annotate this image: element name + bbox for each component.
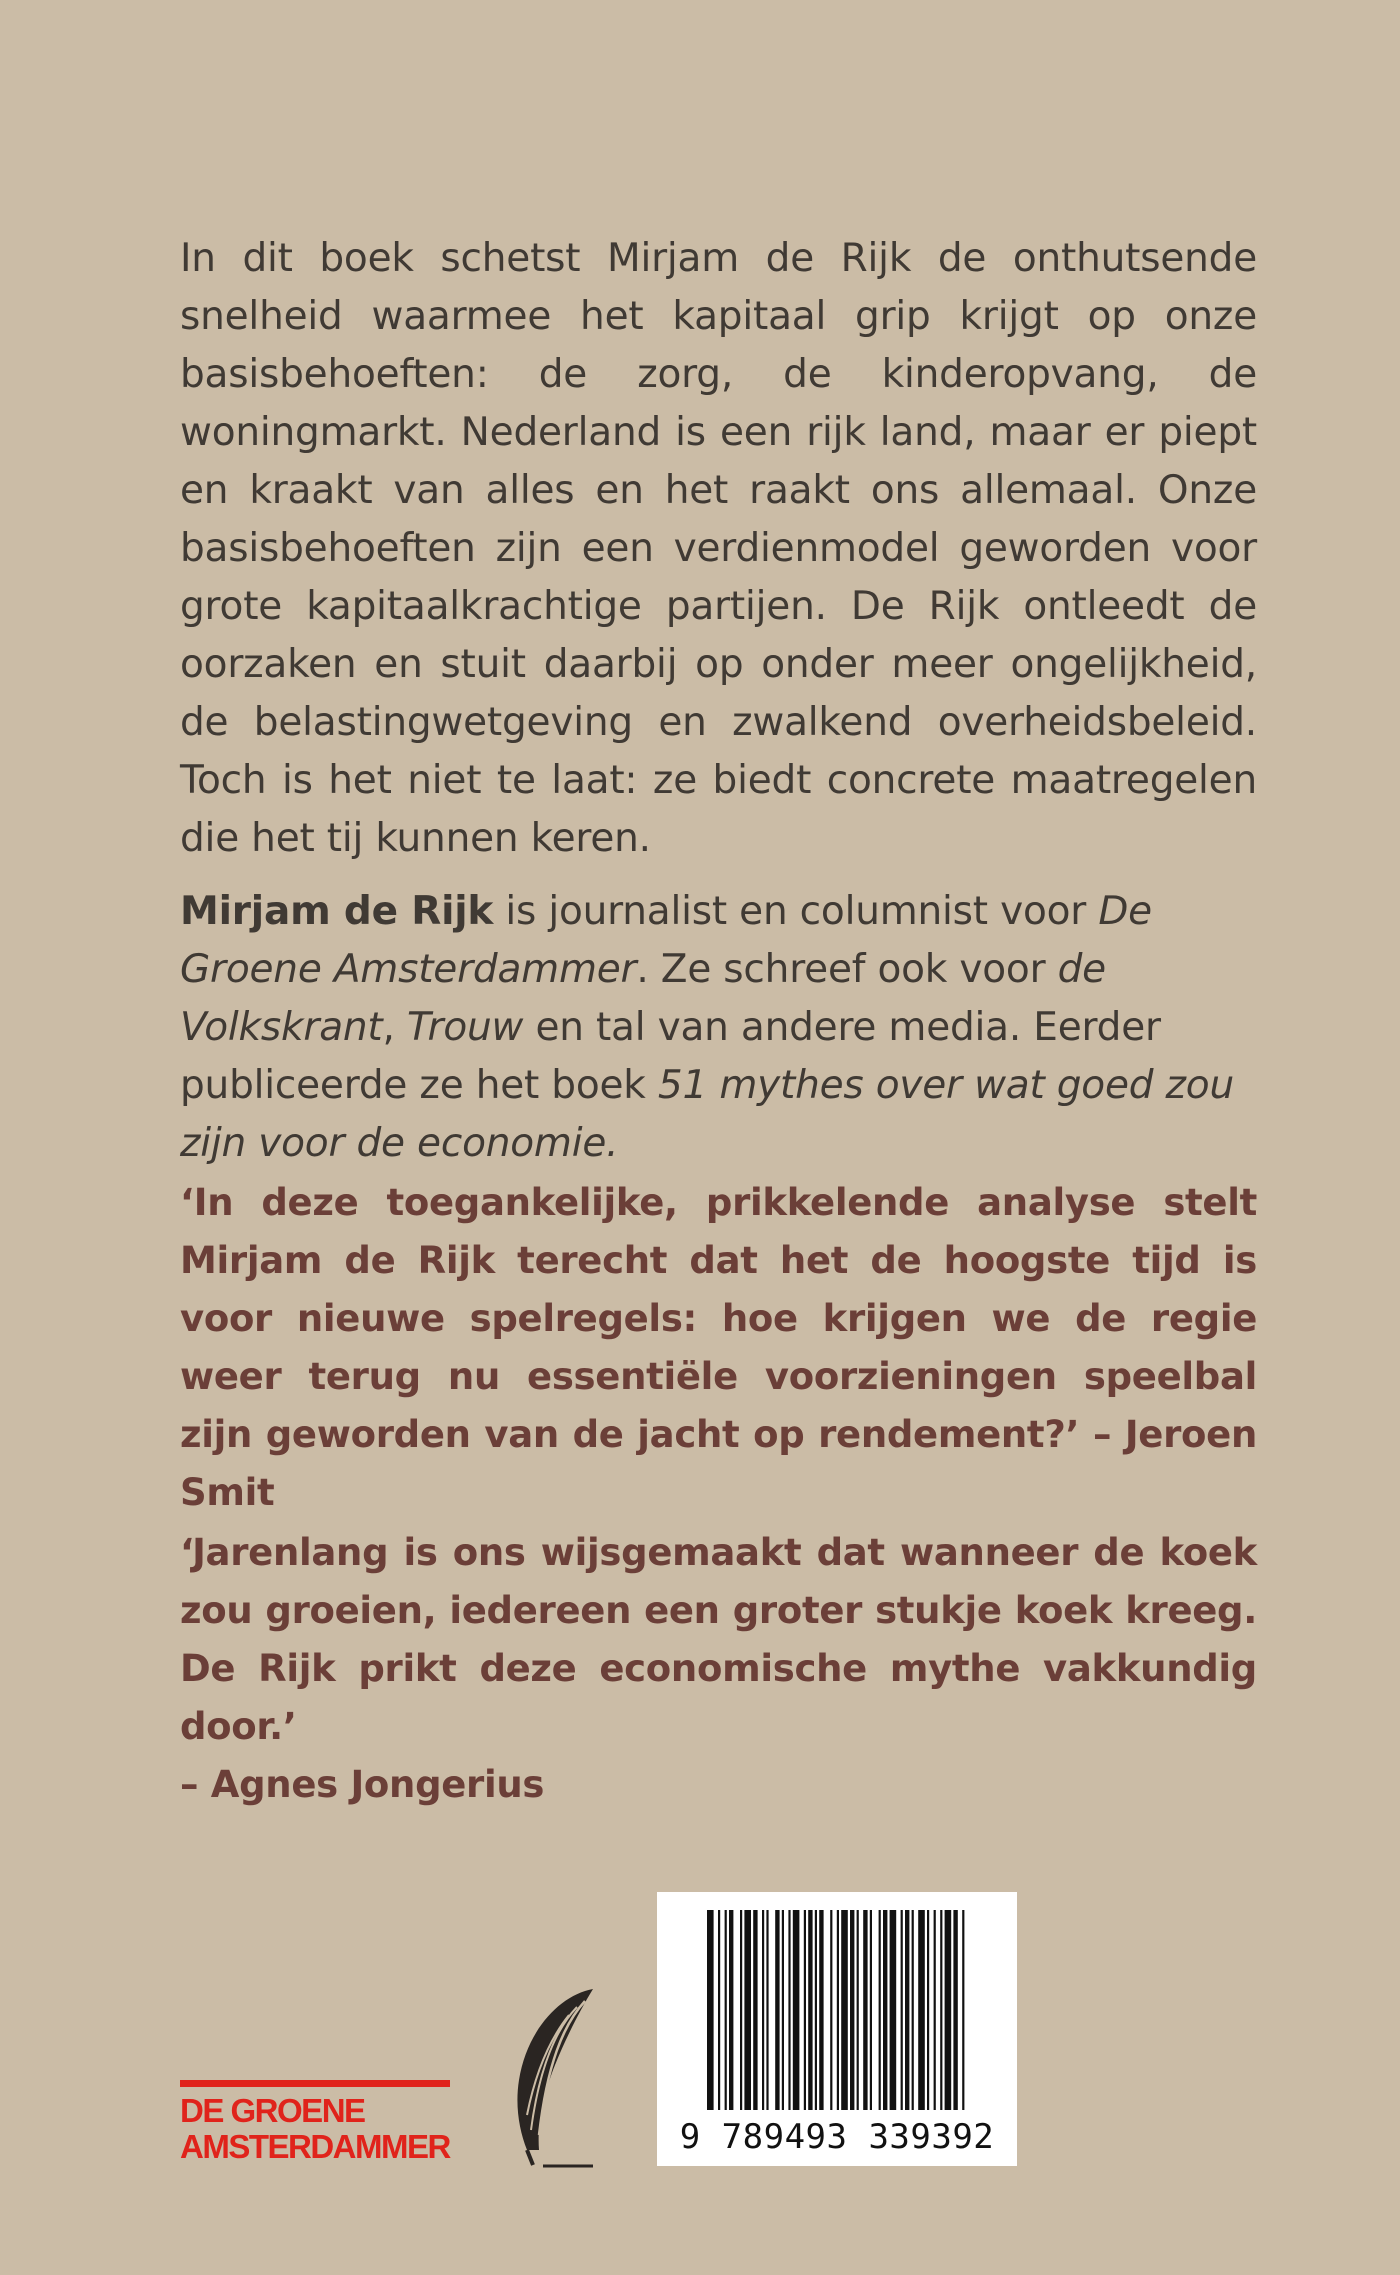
barcode-bar <box>890 1910 897 2110</box>
author-name: Mirjam de Rijk <box>180 889 494 934</box>
barcode-bar <box>901 1910 903 2110</box>
bio-publication-2: de Volkskrant <box>180 947 1106 1050</box>
bio-previous-book: 51 mythes over wat goed zou zijn voor de economie. <box>180 1063 1234 1166</box>
isbn-number: 9 789493 339392 <box>679 2117 995 2157</box>
review-quote-1 <box>180 1174 1257 1522</box>
review-quote-2 <box>180 1524 1257 1814</box>
barcode-bar <box>883 1910 887 2110</box>
publisher-logo <box>180 2080 450 2165</box>
logo-line-1: DE GROENE <box>180 2092 365 2129</box>
barcode-bar <box>905 1910 909 2110</box>
author-bio <box>180 883 1257 1173</box>
barcode-bar <box>830 1910 832 2110</box>
barcode-bar <box>918 1910 925 2110</box>
barcode-bar <box>766 1910 768 2110</box>
barcode-bar <box>945 1910 952 2110</box>
barcode-bar <box>850 1910 854 2110</box>
barcode-bar <box>775 1910 779 2110</box>
barcode-bar <box>870 1910 872 2110</box>
barcode-bar <box>718 1910 720 2110</box>
barcode-bar <box>879 1910 881 2110</box>
barcode-bar <box>788 1910 790 2110</box>
barcode-bar <box>962 1910 964 2110</box>
barcode-bar <box>729 1910 733 2110</box>
barcode <box>657 1892 1017 2166</box>
quote-text: ‘Jarenlang is ons wijsgemaakt dat wanneer de koek zou groeien, iedereen een groter stukje koek kreeg. De Rijk prikt deze economische mythe vakkundig door.’ <box>180 1531 1257 1748</box>
barcode-bar <box>707 1910 714 2110</box>
barcode-bar <box>841 1910 848 2110</box>
quill-pen-icon <box>505 1985 600 2170</box>
barcode-bar <box>912 1910 914 2110</box>
logo-line-2: AMSTERDAMMER <box>180 2128 450 2165</box>
bio-publication-3: Trouw <box>406 1005 524 1050</box>
quote-attribution: – Agnes Jongerius <box>180 1763 545 1806</box>
barcode-bar <box>819 1910 823 2110</box>
barcode-bar <box>744 1910 751 2110</box>
quote-text: ‘In deze toegankelijke, prikkelende analyse stelt Mirjam de Rijk terecht dat het de hoogste tijd is voor nieuwe spelregels: hoe krijgen we de regie weer terug nu essentiële voorzieningen speelbal zijn geworden van de jacht op rendement?’ <box>180 1181 1257 1456</box>
barcode-bar <box>857 1910 859 2110</box>
barcode-bars <box>707 1910 967 2120</box>
book-blurb: In dit boek schetst Mirjam de Rijk de onthutsende snelheid waarmee het kapitaal grip krijgt op onze basisbehoeften: de zorg, de kinderopvang, de woningmarkt. Nederland is een rijk land, maar er piept en kraakt van alles en het raakt ons allemaal. Onze basisbehoeften zijn een verdienmodel geworden voor grote kapitaalkrachtige partijen. De Rijk ontleedt de oorzaken en stuit daarbij op onder meer ongelijkheid, de belastingwetgeving en zwalkend overheidsbeleid. Toch is het niet te laat: ze biedt concrete maatregelen die het tij kunnen keren. <box>180 236 1257 861</box>
barcode-bar <box>863 1910 867 2110</box>
barcode-bar <box>753 1910 757 2110</box>
barcode-bar <box>804 1910 806 2110</box>
barcode-bar <box>953 1910 957 2110</box>
barcode-bar <box>793 1910 800 2110</box>
barcode-bar <box>740 1910 742 2110</box>
bio-text-2: . Ze schreef ook voor <box>636 947 1058 992</box>
bio-text-4: en tal van andere media. Eerder publiceerde ze het boek <box>180 1005 1161 1108</box>
barcode-bar <box>934 1910 936 2110</box>
logo-bar <box>180 2080 450 2087</box>
bio-text-3: , <box>382 1005 407 1050</box>
bio-text-1: is journalist en columnist voor <box>493 889 1099 934</box>
barcode-bar <box>782 1910 784 2110</box>
barcode-bar <box>815 1910 817 2110</box>
barcode-bar <box>762 1910 764 2110</box>
barcode-bar <box>725 1910 727 2110</box>
bio-publication-1: De Groene Amsterdammer <box>180 889 1152 992</box>
barcode-bar <box>940 1910 942 2110</box>
quote-attribution: – Jeroen Smit <box>180 1413 1258 1514</box>
barcode-bar <box>837 1910 839 2110</box>
barcode-bar <box>927 1910 929 2110</box>
barcode-bar <box>808 1910 812 2110</box>
